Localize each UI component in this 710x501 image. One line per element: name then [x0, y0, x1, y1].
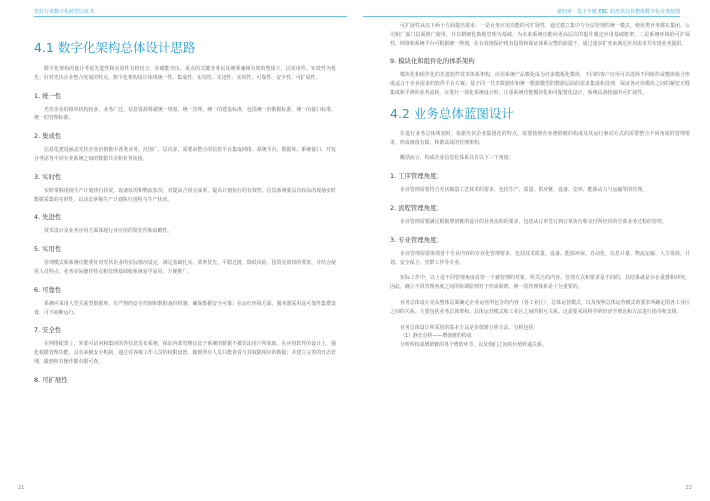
- right-header-rule: [363, 16, 680, 17]
- principle-text: 在网络配置上，外部可访问和集团的外信息发布系统，保证内部管理信息子系统的数据不被非法用户所获取。在应用软件的设计上，强化权限管理功能，具有多级安全机制，通过对各级工作人员的权限设置，做到所有人员只能查看与其权限相应的数据；并建立完善的日志管理，做到所有操作都有据可查。: [34, 341, 336, 365]
- principle-heading: 8. 可扩展性: [34, 375, 68, 384]
- principle-text: 系统应采用大型关系型数据库，有严格的安全控制和数据备份机制，确保数据安全可靠；在运行环境方面，服务器采用高可靠性集群设置，可不间断运行。: [34, 300, 336, 316]
- right-page: [355, 0, 710, 501]
- right-content: [390, 22, 690, 350]
- section-title-4-2: 4.2 业务总体蓝图设计: [390, 105, 514, 121]
- continuation-paragraph: 可扩展性从以下两个方面提出要求：一是业务应用功能的可扩展性，通过建立集中与分层管理的统一模式，使用类业务都在集团、公司和厂部门层面推广使用，并以精细化数据管理为基础，为未来系统功能向更高层次的提升奠定应用基础框架；二是系统环境的可扩展性，网络和系统平台可根据统一规划，在有效地保护现有投资和保证体系完整的前提下，通过逐步扩充来满足应用需求并实现业务提供。: [390, 23, 690, 47]
- section-title-4-1: 4.1 数字化架构总体设计思路: [34, 40, 196, 55]
- practice-paragraph: 实际工作中，以上述不同管理角度看待一个被管理的对象，所关注的内容、管理方式和要求是不同的，其结果就是存在重叠和冲突。因此，确立不同管理角度之间的协调原则对于形成和谐、统一的管理体系是十分重要的。: [390, 275, 690, 291]
- angle-heading: 3. 专业管理角度：: [390, 235, 443, 244]
- principle-heading: 9. 模块化和组件化的体系架构: [390, 57, 475, 66]
- principle-text: 信息化建设涵盖光伏企业价值链中各类业务，范围广，层次多，需要由整合的信息平台集成网络、系统平台、数据库、系统接口、开发分考虑各不同专业系统之间的数据共享和业务衔接。: [34, 147, 336, 162]
- intro-paragraph: 数字化架构的设计考虑先进性和实用性有机结合，在赋能突出、重点的关键业务以及统筹兼顾有效的整体下，以实用性、实效性为优先；针对光伏企业整合发展的特点，数字化架构设计体现统一性、集成性、实用性、先进性、实用性、可靠性、安全性、可扩展性。: [34, 66, 336, 81]
- right-running-header: 第四章 基于全链 EBC 的光伏行业整体数字化业务蓝图: [556, 9, 680, 15]
- value-chain-line: （1）静态分析——增值链的构成: [400, 333, 472, 340]
- principle-text: 技术设计及业务应用方面体现行业应用的领先性和前瞻性。: [44, 228, 173, 235]
- principle-text: 光伏企业的组织机构较多，业务广泛，信息资源将被统一规划、统一管理。统一的建设标准，包括统一的数据标准、统一的接口标准、统一的管理标准。: [34, 106, 336, 122]
- principle-text: 模块化和组件化的先进软件技术体系架构，应用系统产品模化成为许多模板化模块，不同的客户应用可以选择不同组件或模块组合形成适合于企业需求的软件平台方案；基于同一共享数据库和统一数据模型的数据层面的需求集成和处理，保证各应用模块之间的紧密无缝集成和平滑的业务流转，在进行一体化系统设计时，注重系统功能模块化和可配置化设计，系统具备较强的可扩展性。: [390, 72, 690, 96]
- principle-heading: 5. 实用性: [34, 245, 62, 254]
- angle-text: 企业管理需要符合光伏制造工艺技术的要求，包括生产、质量、供应链、设备、安环、能源动力与运输等的管理。: [400, 187, 648, 194]
- holistic-paragraph: 业务总体设计是从整体层面确定企业运营所包含的内容（各工业区），总体运营模式，以及按照总体运营模式的要求所确定的各工业区之间的关系。主要包括业务总体架构、总体运营模式和工业区之间的相互关系。这需要采用科学的经济学理论和方法进行指导和支撑。: [390, 299, 690, 315]
- principle-text: 实时掌握现场生产计划执行状况，设备状况和物流状况，对提高合同完成率，提高计划执行的有效性。信息系统要具有较高的现场实时数据采集的实时性，以动态掌握生产计划执行进程与生产状况。: [34, 187, 336, 203]
- principle-heading: 1. 统一性: [34, 91, 62, 100]
- value-chain-paragraph: 业务总体设计所采用的基本方法是价值链分析方法。分析包括：: [400, 324, 539, 331]
- value-chain-line: 分析所构成增值链的各个增值环节，以及他们之间的价值传递关系。: [400, 341, 547, 348]
- right-page-number: 22: [685, 485, 692, 491]
- angle-heading: 1. 工序管理角度：: [390, 172, 443, 181]
- left-page-number: 21: [18, 485, 25, 491]
- left-content: [34, 22, 336, 390]
- principle-heading: 2. 集成性: [34, 132, 62, 141]
- angle-text: 企业管理需要体现各个专业内容的专业化管理要求，包括技术质量、设备、能源环保、自动化、信息计量、物流运输、人力资源、计划、安全保卫、党群工作等专业。: [390, 250, 690, 266]
- left-header-rule: [34, 16, 347, 17]
- angle-heading: 2. 流程管理角度：: [390, 203, 443, 212]
- principle-heading: 7. 安全性: [34, 326, 62, 335]
- angle-text: 企业管理需要满足根据增值链所设计的业务流程的要求，包括从订单签订到订单执行和交付所经历的全部业务过程的管理。: [400, 218, 667, 225]
- intro-paragraph: 在进行业务总体规划时，依据光伏企业集团化的特点，需要按照企业增值链的构成及其运行驱动方式的需要整合不同角度的管理要求，形成细落有致、和谐高效的管理架构。: [390, 130, 690, 146]
- angles-intro: 概括而言，构成企业信息化体系具有以下三个角度：: [400, 155, 514, 162]
- principle-heading: 3. 实时性: [34, 172, 62, 181]
- left-running-header: 光伏行业数字化转型白皮书: [34, 9, 95, 15]
- principle-heading: 4. 先进性: [34, 213, 62, 222]
- principle-heading: 6. 可靠性: [34, 285, 62, 294]
- principle-text: 管理模式和系统功能要针对光伏企业的实际情况设定，满足基础扎实、效率优先、平稳过渡，降低风险，投资见效快的要求，并结合使用人员特点，业务实际操作特点和管理基础使系统易学易用、方便推广。: [34, 260, 336, 275]
